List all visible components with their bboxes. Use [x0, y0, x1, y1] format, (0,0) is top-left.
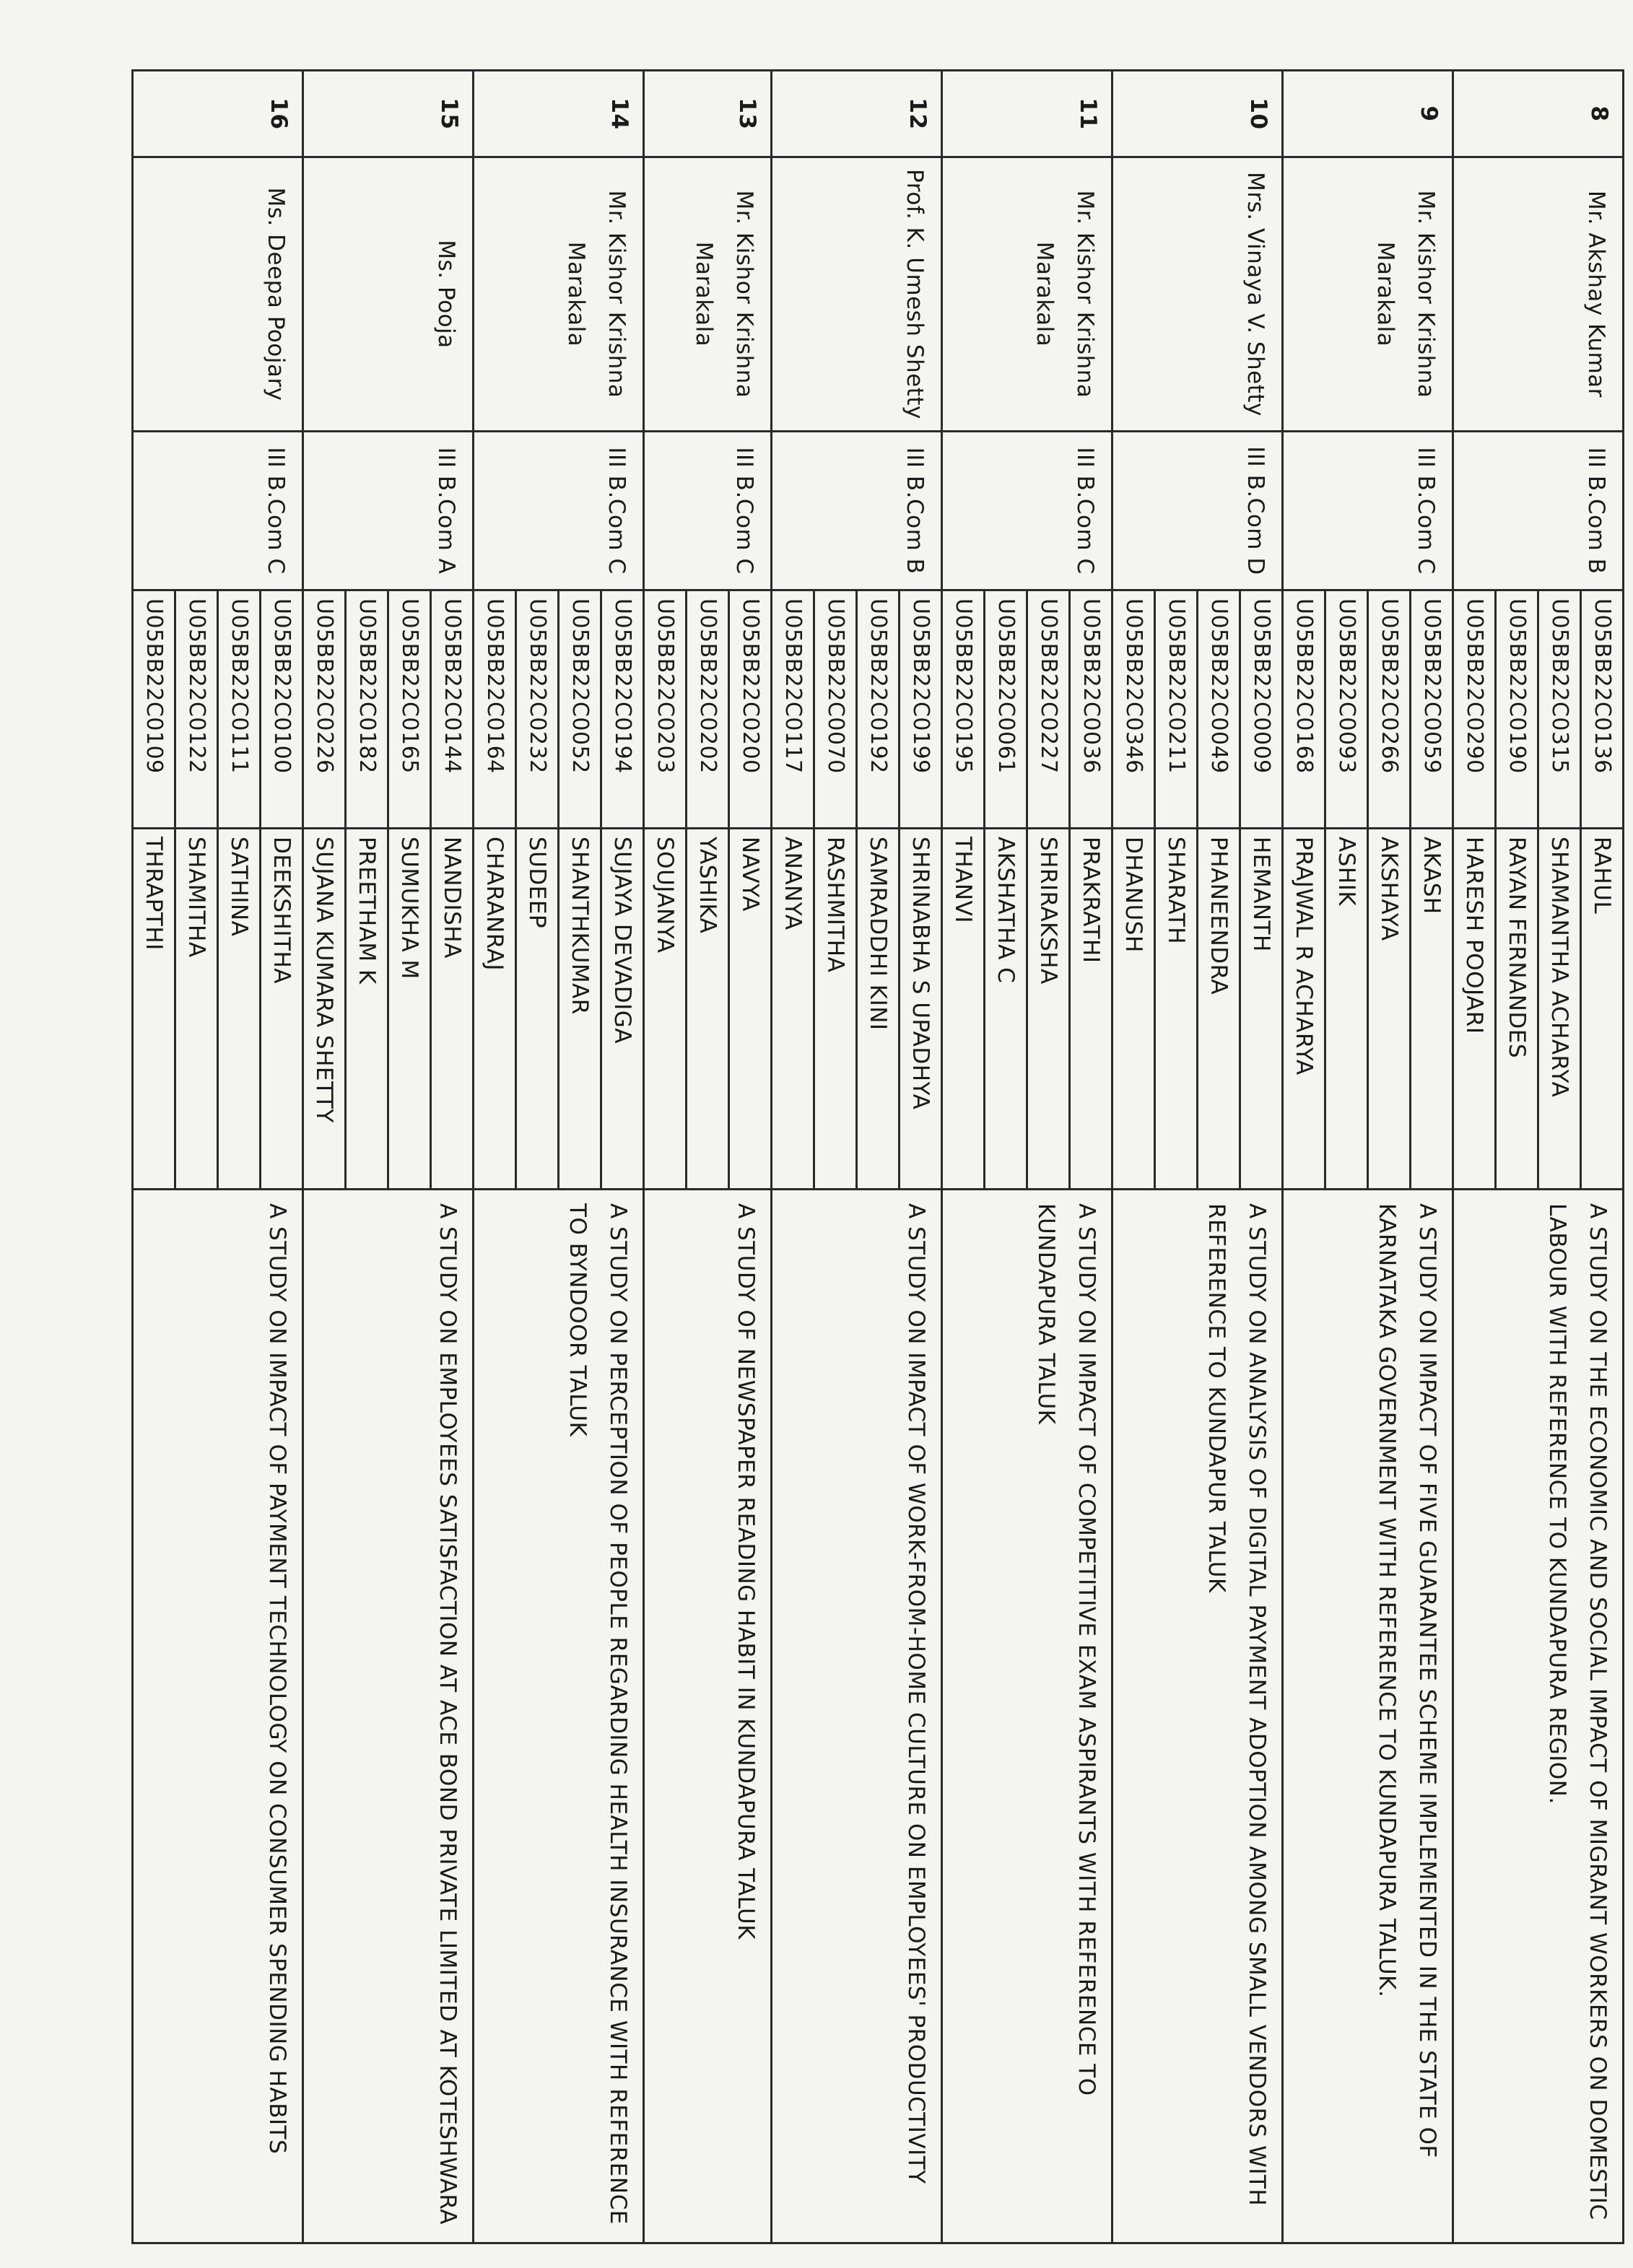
- table-row: [1453, 71, 1624, 2243]
- register-number: U05BB22C0059: [1409, 591, 1452, 827]
- register-number: U05BB22C0165: [387, 591, 430, 827]
- register-number: U05BB22C0093: [1324, 591, 1367, 827]
- register-number: U05BB22C0070: [813, 591, 855, 827]
- register-number: U05BB22C0227: [1026, 591, 1068, 827]
- table-row: [303, 71, 474, 2243]
- guide-name: Mr. Akshay Kumar: [1453, 157, 1624, 432]
- student-name: PREETHAM K: [344, 829, 387, 1188]
- student-names: [303, 829, 474, 1190]
- student-names: [1112, 829, 1283, 1190]
- project-title: A STUDY ON EMPLOYEES SATISFACTION AT ACE BOND PRIVATE LIMITED AT KOTESHWARA: [303, 1190, 474, 2243]
- serial-number: 11: [942, 71, 1112, 157]
- project-title: A STUDY ON ANALYSIS OF DIGITAL PAYMENT ADOPTION AMONG SMALL VENDORS WITH REFERENCE TO KUNDAPUR TALUK: [1112, 1190, 1283, 2243]
- student-name: PRAKRATHI: [1068, 829, 1111, 1188]
- student-names: [1453, 829, 1624, 1190]
- student-name: SHANTHKUMAR: [557, 829, 600, 1188]
- class-section: III B.Com A: [303, 432, 474, 590]
- register-numbers: [133, 590, 303, 829]
- student-name: PHANEENDRA: [1196, 829, 1239, 1188]
- class-section: III B.Com B: [1453, 432, 1624, 590]
- student-name: SAMRADDHI KINI: [855, 829, 898, 1188]
- student-name: SHAMANTHA ACHARYA: [1537, 829, 1580, 1188]
- register-number: U05BB22C0194: [600, 591, 643, 827]
- guide-name: Mrs. Vinaya V. Shetty: [1112, 157, 1283, 432]
- guide-name: Mr. Kishor Krishna Marakala: [942, 157, 1112, 432]
- class-section: III B.Com C: [1283, 432, 1453, 590]
- student-name: AKSHATHA C: [983, 829, 1026, 1188]
- project-allocation-table: [131, 69, 1624, 2244]
- register-numbers: [303, 590, 474, 829]
- project-title: A STUDY OF NEWSPAPER READING HABIT IN KUNDAPURA TALUK: [644, 1190, 772, 2243]
- student-name: THRAPTHI: [141, 837, 167, 951]
- guide-name: Mr. Kishor Krishna Marakala: [474, 157, 644, 432]
- register-number: U05BB22C0052: [557, 591, 600, 827]
- class-section: III B.Com D: [1112, 432, 1283, 590]
- register-number: U05BB22C0199: [898, 591, 941, 827]
- guide-name: Prof. K. Umesh Shetty: [772, 157, 942, 432]
- student-name: HARESH POOJARI: [1461, 837, 1487, 1034]
- table-body: [133, 71, 1624, 2243]
- project-title: A STUDY ON IMPACT OF WORK-FROM-HOME CULTURE ON EMPLOYEES' PRODUCTIVITY: [772, 1190, 942, 2243]
- project-title: A STUDY ON IMPACT OF PAYMENT TECHNOLOGY ON CONSUMER SPENDING HABITS: [133, 1190, 303, 2243]
- rotated-table-page: [141, 69, 1624, 2249]
- serial-number: 13: [644, 71, 772, 157]
- student-name: DEEKSHITHA: [259, 829, 302, 1188]
- student-name: RASHMITHA: [813, 829, 855, 1188]
- register-number: U05BB22C0100: [259, 591, 302, 827]
- register-number: U05BB22C0203: [653, 598, 678, 774]
- project-title: A STUDY ON IMPACT OF FIVE GUARANTEE SCHEME IMPLEMENTED IN THE STATE OF KARNATAKA GOVERNMENT WITH REFERENCE TO KUNDAPURA TALUK.: [1283, 1190, 1453, 2243]
- table-row: [1112, 71, 1283, 2243]
- register-number: U05BB22C0036: [1068, 591, 1111, 827]
- serial-number: 12: [772, 71, 942, 157]
- table-row: [1283, 71, 1453, 2243]
- student-names: [644, 829, 772, 1190]
- student-name: CHARANRAJ: [482, 837, 508, 971]
- register-number: U05BB22C0346: [1121, 598, 1146, 774]
- student-names: [133, 829, 303, 1190]
- table-row: [474, 71, 644, 2243]
- table-row: [133, 71, 303, 2243]
- student-name: AKASH: [1409, 829, 1452, 1188]
- register-number: U05BB22C0009: [1239, 591, 1281, 827]
- register-number: U05BB22C0049: [1196, 591, 1239, 827]
- student-name: RAHUL: [1580, 829, 1622, 1188]
- register-number: U05BB22C0202: [685, 591, 728, 827]
- student-name: THANVI: [950, 837, 976, 923]
- guide-name: Mr. Kishor Krishna Marakala: [644, 157, 772, 432]
- register-number: U05BB22C0182: [344, 591, 387, 827]
- student-name: YASHIKA: [685, 829, 728, 1188]
- project-title: A STUDY ON IMPACT OF COMPETITIVE EXAM ASPIRANTS WITH REFERENCE TO KUNDAPURA TALUK: [942, 1190, 1112, 2243]
- student-name: SUJANA KUMARA SHETTY: [311, 837, 337, 1123]
- student-name: ANANYA: [780, 837, 806, 930]
- register-number: U05BB22C0211: [1154, 591, 1196, 827]
- register-number: U05BB22C0200: [728, 591, 770, 827]
- project-title: A STUDY ON THE ECONOMIC AND SOCIAL IMPACT OF MIGRANT WORKERS ON DOMESTIC LABOUR WITH REFERENCE TO KUNDAPURA REGION.: [1453, 1190, 1624, 2243]
- student-names: [1283, 829, 1453, 1190]
- register-numbers: [772, 590, 942, 829]
- student-name: SUDEEP: [515, 829, 557, 1188]
- class-section: III B.Com C: [644, 432, 772, 590]
- guide-name: Mr. Kishor Krishna Marakala: [1283, 157, 1453, 432]
- register-number: U05BB22C0144: [430, 591, 472, 827]
- register-numbers: [474, 590, 644, 829]
- guide-name: Ms. Deepa Poojary: [133, 157, 303, 432]
- student-name: SUMUKHA M: [387, 829, 430, 1188]
- register-numbers: [644, 590, 772, 829]
- student-name: SHRIRAKSHA: [1026, 829, 1068, 1188]
- register-number: U05BB22C0190: [1494, 591, 1537, 827]
- serial-number: 16: [133, 71, 303, 157]
- student-name: ASHIK: [1324, 829, 1367, 1188]
- student-name: SUJAYA DEVADIGA: [600, 829, 643, 1188]
- student-name: DHANUSH: [1120, 837, 1146, 953]
- register-number: U05BB22C0109: [141, 598, 167, 774]
- student-name: SATHINA: [217, 829, 259, 1188]
- project-title: A STUDY ON PERCEPTION OF PEOPLE REGARDING HEALTH INSURANCE WITH REFERENCE TO BYNDOOR TALUK: [474, 1190, 644, 2243]
- register-number: U05BB22C0168: [1292, 598, 1317, 774]
- register-number: U05BB22C0192: [855, 591, 898, 827]
- student-name: SHAMITHA: [174, 829, 217, 1188]
- student-name: RAYAN FERNANDES: [1494, 829, 1537, 1188]
- serial-number: 15: [303, 71, 474, 157]
- register-number: U05BB22C0111: [217, 591, 259, 827]
- student-name: HEMANTH: [1239, 829, 1281, 1188]
- register-number: U05BB22C0226: [312, 598, 337, 774]
- register-number: U05BB22C0266: [1367, 591, 1409, 827]
- student-name: PRAJWAL R ACHARYA: [1291, 837, 1317, 1076]
- student-name: NANDISHA: [430, 829, 472, 1188]
- register-numbers: [942, 590, 1112, 829]
- serial-number: 10: [1112, 71, 1283, 157]
- student-name: SHRINABHA S UPADHYA: [898, 829, 941, 1188]
- student-names: [474, 829, 644, 1190]
- register-number: U05BB22C0290: [1462, 598, 1487, 774]
- student-names: [942, 829, 1112, 1190]
- register-numbers: [1112, 590, 1283, 829]
- student-name: NAVYA: [728, 829, 770, 1188]
- table-row: [942, 71, 1112, 2243]
- register-number: U05BB22C0136: [1580, 591, 1622, 827]
- register-numbers: [1453, 590, 1624, 829]
- student-name: AKSHAYA: [1367, 829, 1409, 1188]
- table-row: [644, 71, 772, 2243]
- register-number: U05BB22C0122: [174, 591, 217, 827]
- register-numbers: [1283, 590, 1453, 829]
- class-section: III B.Com C: [133, 432, 303, 590]
- serial-number: 9: [1283, 71, 1453, 157]
- student-names: [772, 829, 942, 1190]
- class-section: III B.Com C: [474, 432, 644, 590]
- student-name: SOUJANYA: [652, 837, 678, 954]
- register-number: U05BB22C0232: [515, 591, 557, 827]
- register-number: U05BB22C0195: [951, 598, 976, 774]
- class-section: III B.Com B: [772, 432, 942, 590]
- register-number: U05BB22C0061: [983, 591, 1026, 827]
- serial-number: 8: [1453, 71, 1624, 157]
- register-number: U05BB22C0117: [780, 598, 806, 774]
- serial-number: 14: [474, 71, 644, 157]
- student-name: SHARATH: [1154, 829, 1196, 1188]
- register-number: U05BB22C0164: [482, 598, 508, 774]
- table-row: [772, 71, 942, 2243]
- register-number: U05BB22C0315: [1537, 591, 1580, 827]
- class-section: III B.Com C: [942, 432, 1112, 590]
- guide-name: Ms. Pooja: [303, 157, 474, 432]
